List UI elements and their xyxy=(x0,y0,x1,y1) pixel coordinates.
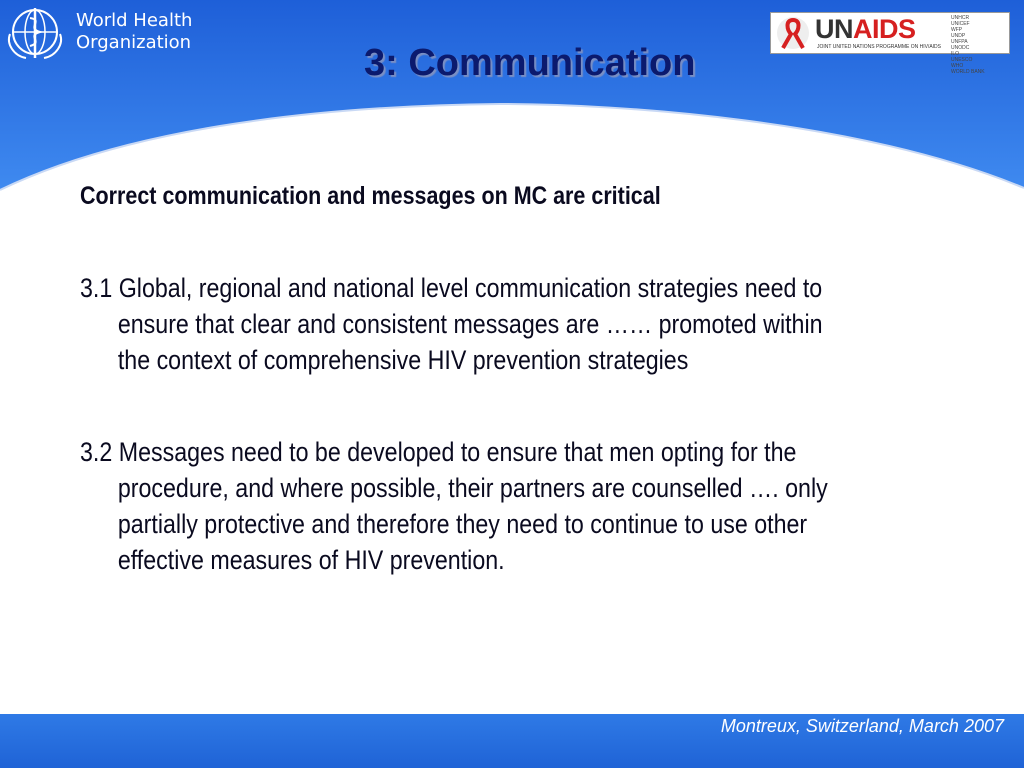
cosponsor-name: UNICEF xyxy=(951,21,970,27)
point-3-1 xyxy=(80,270,966,378)
who-logo-line2: Organization xyxy=(76,32,192,53)
point-line: 3.1 Global, regional and national level communication strategies need to xyxy=(80,273,823,303)
cosponsor-name: UNFPA xyxy=(951,39,968,45)
point-line: partially protective and therefore they need to continue to use other xyxy=(117,509,808,539)
unaids-cosponsors xyxy=(951,15,1009,75)
who-logo-line1: World Health xyxy=(76,10,193,31)
cosponsor-name: UNODC xyxy=(951,45,970,51)
cosponsor-column-1 xyxy=(951,15,970,45)
who-logo xyxy=(4,4,204,60)
cosponsor-name: WORLD BANK xyxy=(951,69,985,75)
unaids-word-un: UN xyxy=(815,14,853,44)
red-ribbon-icon xyxy=(775,16,811,50)
footer-location-date: Montreux, Switzerland, March 2007 xyxy=(720,716,1004,736)
point-line: the context of comprehensive HIV prevention strategies xyxy=(117,345,689,375)
page-title: 3: Communication xyxy=(364,42,696,84)
cosponsor-name: UNHCR xyxy=(951,15,970,21)
point-3-2 xyxy=(80,434,966,578)
point-line: procedure, and where possible, their partners are counselled …. only xyxy=(117,473,828,503)
point-line: ensure that clear and consistent messages are …… promoted within xyxy=(117,309,823,339)
cosponsor-name: UNDP xyxy=(951,33,966,39)
cosponsor-column-2 xyxy=(951,45,985,75)
unaids-logo xyxy=(770,12,1010,75)
cosponsor-name: ILO xyxy=(951,51,960,57)
point-line: 3.2 Messages need to be developed to ensure that men opting for the xyxy=(80,437,797,467)
unaids-word-aids: AIDS xyxy=(853,14,916,44)
who-logo-text xyxy=(76,10,192,54)
point-line: effective measures of HIV prevention. xyxy=(117,545,505,575)
cosponsor-name: UNESCO xyxy=(951,57,973,63)
cosponsor-name: WFP xyxy=(951,27,963,33)
cosponsor-name: WHO xyxy=(951,63,964,69)
slide-subtitle: Correct communication and messages on MC are critical xyxy=(80,182,661,210)
unaids-wordmark xyxy=(815,14,916,45)
unaids-tagline: JOINT UNITED NATIONS PROGRAMME ON HIV/AIDS xyxy=(817,44,941,50)
who-emblem-icon xyxy=(4,4,66,60)
